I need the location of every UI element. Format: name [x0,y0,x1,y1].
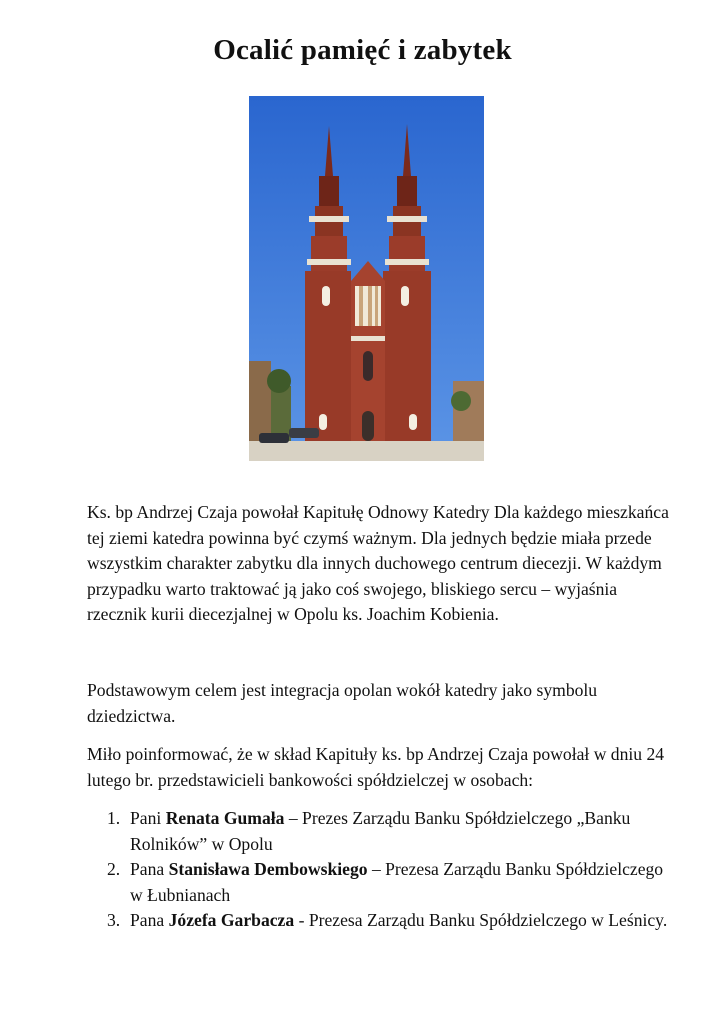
member-name: Renata Gumała [165,808,285,828]
list-number: 1. [107,808,121,828]
list-item [87,857,677,908]
member-name: Józefa Garbacza [168,910,295,930]
list-prefix: Pana [130,859,169,879]
list-rest: – Prezes Zarządu Banku Spółdzielczego „Banku Rolników” w Opolu [130,808,631,854]
announcement-paragraph: Miło poinformować, że w skład Kapituły ks. bp Andrzej Czaja powołał w dniu 24 lutego br. przedstawicieli bankowości spółdzielczej w osobach: [87,744,665,790]
intro-paragraph: Ks. bp Andrzej Czaja powołał Kapitułę Odnowy Katedry Dla każdego mieszkańca tej ziemi katedra powinna być czymś ważnym. Dla jednych będzie miała przede wszystkim charakter zabytku dla innych duchowego centrum diecezji. W każdym przypadku warto traktować ją jako coś swojego, bliskiego sercu – wyjaśnia rzecznik kurii diecezjalnej w Opolu ks. Joachim Kobienia. [87,502,669,624]
list-item [87,908,677,934]
list-number: 3. [107,910,121,930]
goal-paragraph: Podstawowym celem jest integracja opolan wokół katedry jako symbolu dziedzictwa. [87,680,598,726]
list-number: 2. [107,859,121,879]
members-list [87,806,677,934]
member-name: Stanisława Dembowskiego [168,859,368,879]
list-prefix: Pani [130,808,166,828]
cathedral-photo [249,96,484,461]
list-rest: – Prezesa Zarządu Banku Spółdzielczego w Łubnianach [130,859,664,905]
list-prefix: Pana [130,910,169,930]
list-item [87,806,677,857]
page-title: Ocalić pamięć i zabytek [213,34,512,66]
list-rest: - Prezesa Zarządu Banku Spółdzielczego w Leśnicy. [294,910,668,930]
